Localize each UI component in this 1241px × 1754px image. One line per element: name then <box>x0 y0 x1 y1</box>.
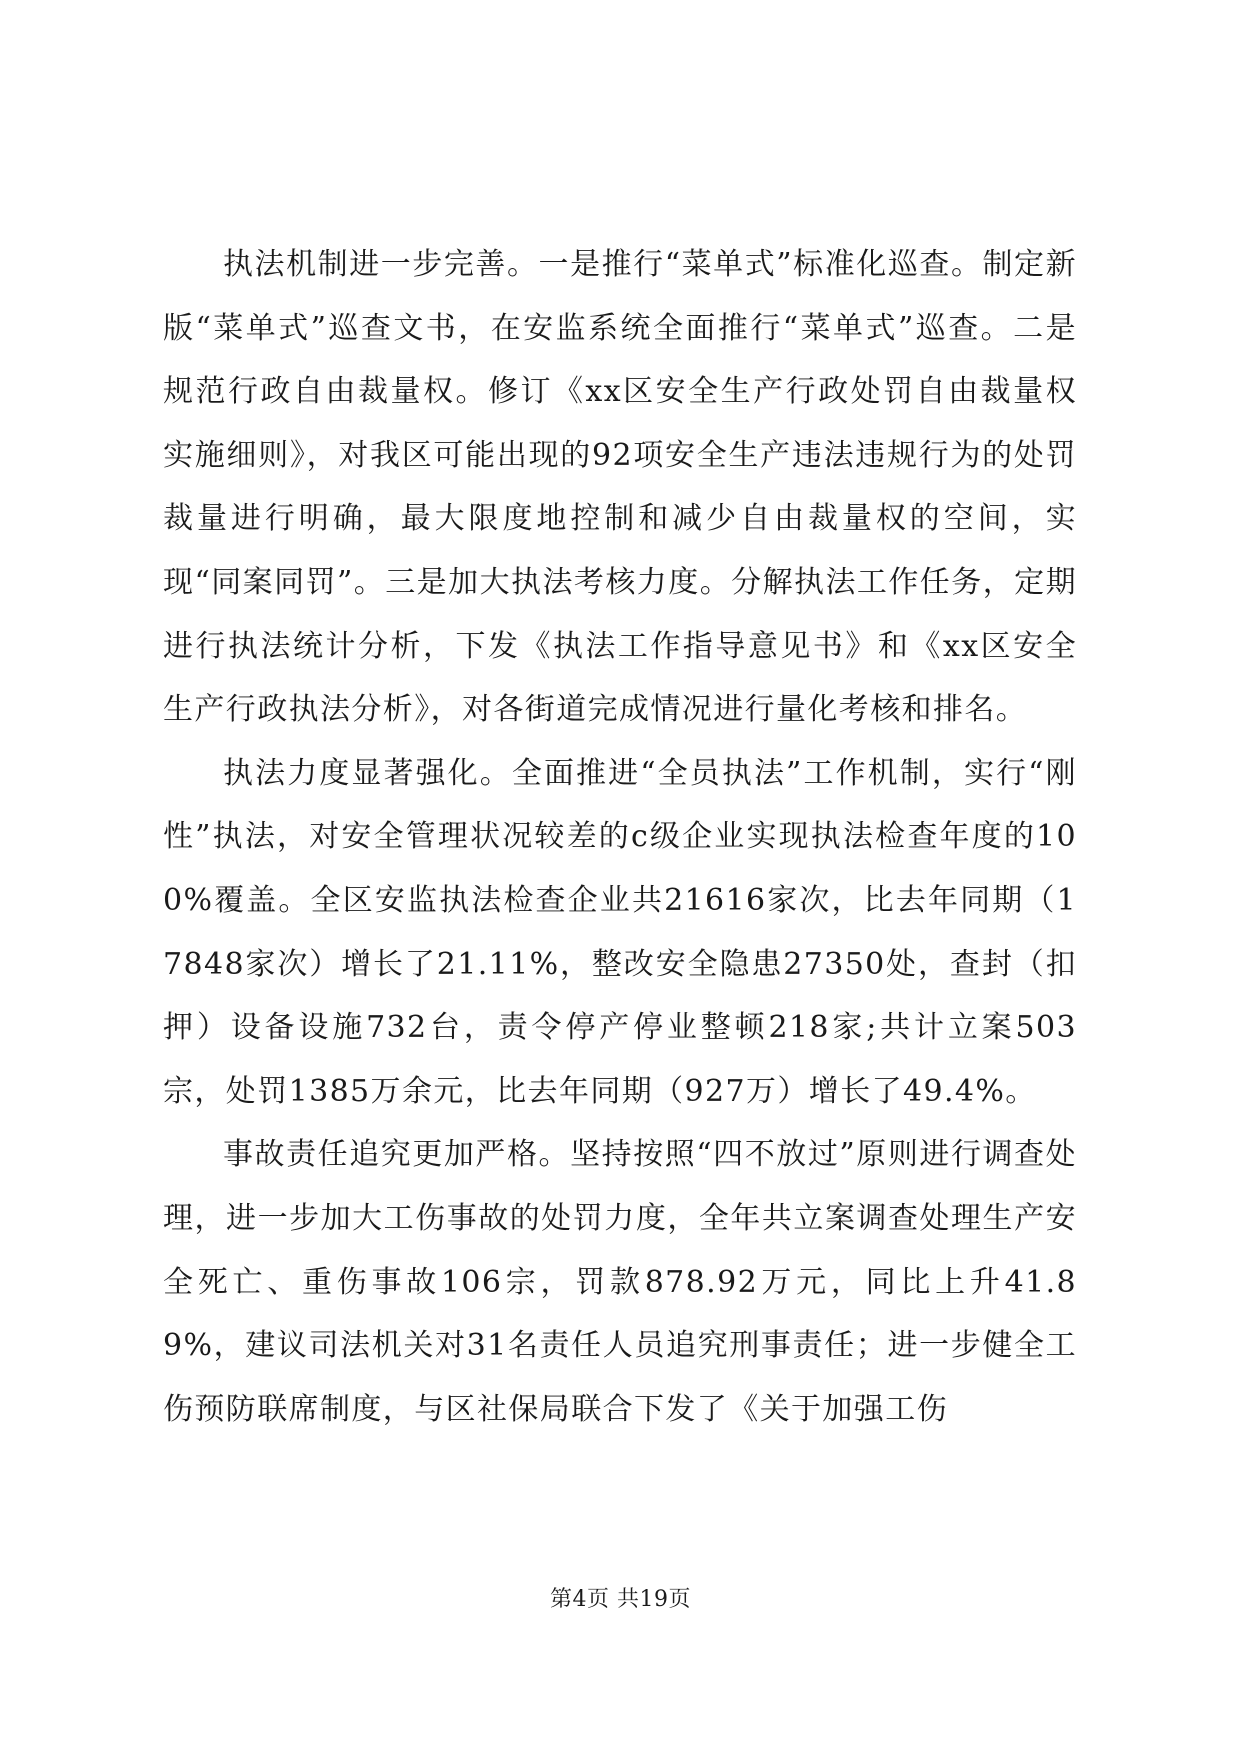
paragraph-enforcement-intensity: 执法力度显著强化。全面推进“全员执法”工作机制，实行“刚性”执法，对安全管理状况较差的c级企业实现执法检查年度的100%覆盖。全区安监执法检查企业共21616家次，比去年同期（17848家次）增长了21.11%，整改安全隐患27350处，查封（扣押）设备设施732台，责令停产停业整顿218家;共计立案503宗，处罚1385万余元，比去年同期（927万）增长了49.4%。 <box>163 755 1077 1109</box>
paragraph-enforcement-mechanism: 执法机制进一步完善。一是推行“菜单式”标准化巡查。制定新版“菜单式”巡查文书，在安监系统全面推行“菜单式”巡查。二是规范行政自由裁量权。修订《xx区安全生产行政处罚自由裁量权实施细则》，对我区可能出现的92项安全生产违法违规行为的处罚裁量进行明确，最大限度地控制和减少自由裁量权的空间，实现“同案同罚”。三是加大执法考核力度。分解执法工作任务，定期进行执法统计分析，下发《执法工作指导意见书》和《xx区安全生产行政执法分析》，对各街道完成情况进行量化考核和排名。 <box>163 247 1077 728</box>
page-number-footer: 第4页 共19页 <box>550 1587 691 1612</box>
document-body <box>163 233 1077 1441</box>
paragraph-accident-accountability: 事故责任追究更加严格。坚持按照“四不放过”原则进行调查处理，进一步加大工伤事故的处罚力度，全年共立案调查处理生产安全死亡、重伤事故106宗，罚款878.92万元，同比上升41.89%，建议司法机关对31名责任人员追究刑事责任；进一步健全工伤预防联席制度，与区社保局联合下发了《关于加强工伤 <box>163 1137 1077 1427</box>
